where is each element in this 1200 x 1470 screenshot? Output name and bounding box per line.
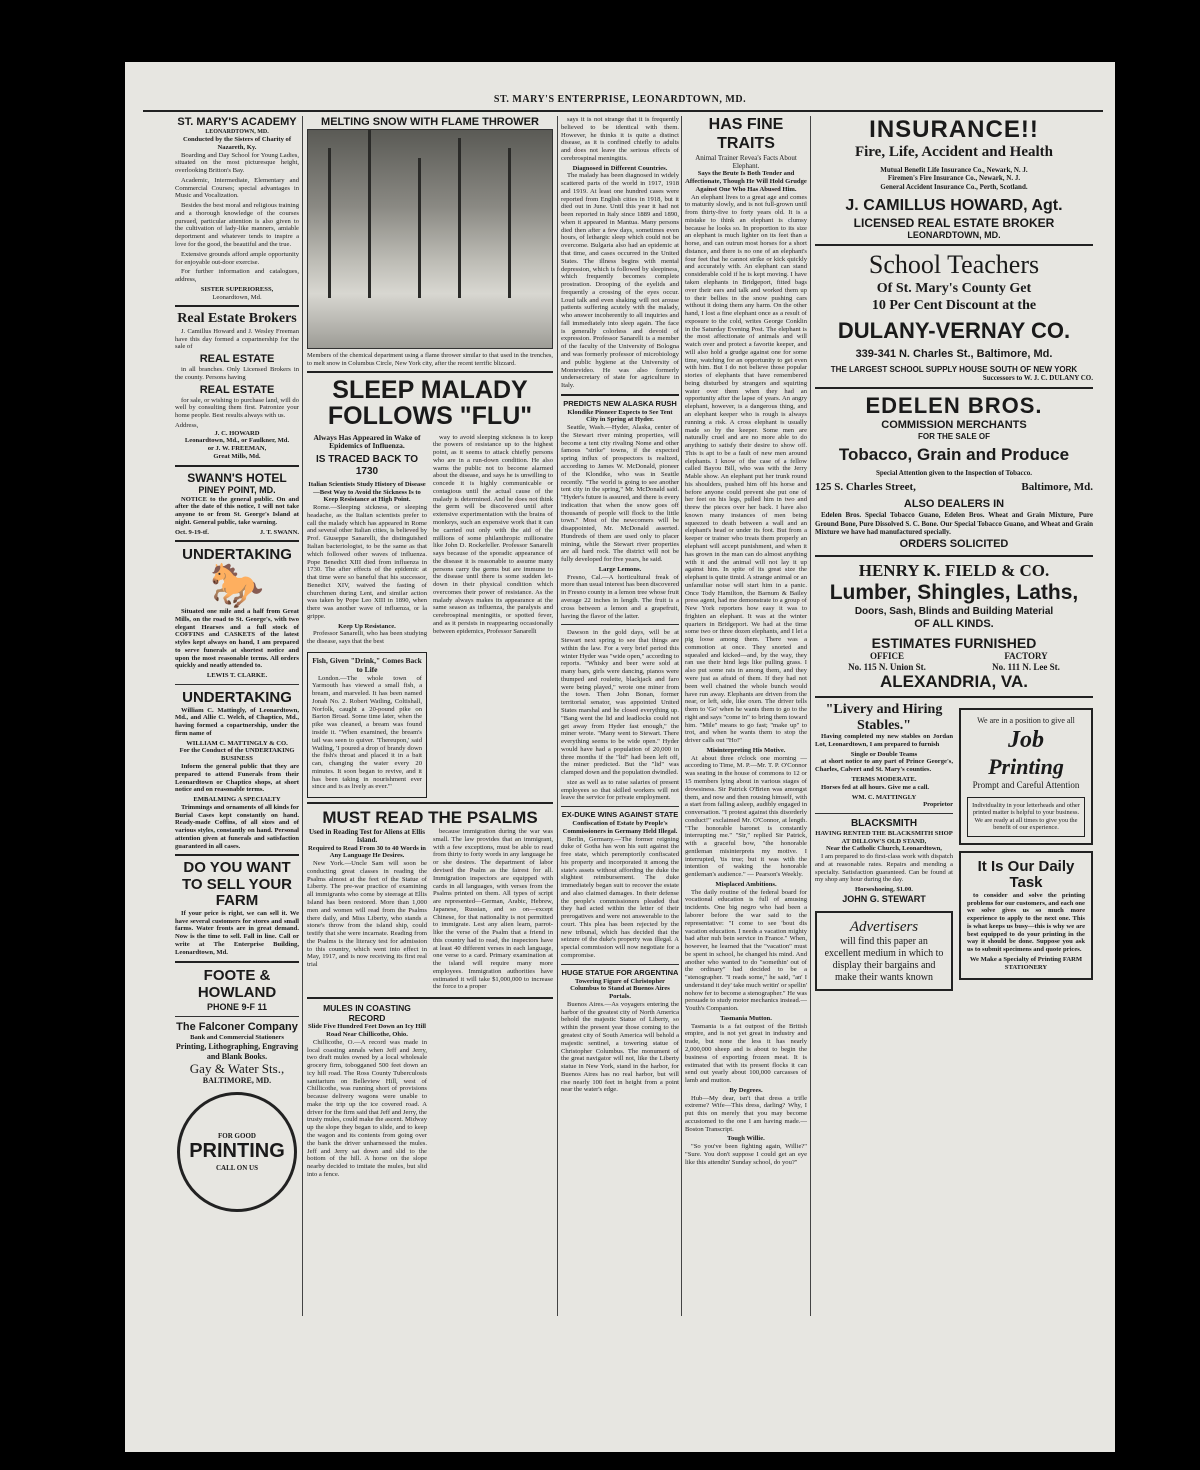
black-p2: I am prepared to do first-class work with dispatch and at reasonable rates. Repairs and mending a specialty. Satisfaction guaranteed. Can be found at my shop any hour during the day.: [815, 853, 953, 884]
realestate-p3: for sale, or wishing to purchase land, will do well by consulting them first. Patronize your home people. Best results always with us.: [175, 396, 299, 420]
mules-sub: Slide Five Hundred Feet Down an Icy Hill Road Near Chillicothe, Ohio.: [307, 1023, 427, 1039]
ins-title: INSURANCE!!: [869, 116, 1039, 143]
divider: [175, 854, 299, 856]
livery-p2: at short notice to any part of Prince George's, Charles, Calvert and St. Mary's counties.: [815, 758, 953, 774]
ins-agent: J. CAMILLUS HOWARD, Agt.: [845, 196, 1063, 214]
falconer-p: Bank and Commercial Stationers: [190, 1034, 284, 1042]
falconer-city: BALTIMORE, MD.: [202, 1076, 272, 1086]
undertaking-title: UNDERTAKING: [182, 546, 292, 564]
falconer-title: The Falconer Company: [176, 1021, 298, 1034]
school-l3: THE LARGEST SCHOOL SUPPLY HOUSE SOUTH OF NEW YORK: [830, 365, 1078, 375]
swann-title: SWANN'S HOTEL: [187, 470, 287, 485]
divider: [175, 540, 299, 542]
livery-title: "Livery and Hiring Stables.": [825, 702, 943, 733]
edelen-p: Edelen Bros. Special Tobacco Guano, Edelen Bros. Wheat and Grain Mixture, Pure Ground Bone, Pure Dissolved S. C. Bone. Our Special Tobacco Guano, and Wheat and Grain Mixture we have had manufactured specially.: [815, 511, 1093, 536]
ins-l1: Mutual Benefit Life Insurance Co., Newark, N. J.: [880, 166, 1028, 174]
field-office-addr: No. 115 N. Union St.: [848, 661, 926, 672]
realestate-p2: in all branches. Only Licensed Brokers in the county. Persons having: [175, 366, 299, 381]
field-factory: FACTORY: [1004, 651, 1048, 662]
sleep-p1: Rome.—Sleeping sickness, or sleeping headache, as the Italian scientists prefer to call the malady which has appeared in Rome and several other Italian cities, is believed by Prof. Giuseppe Sanarelli, the distinguished Italian bacteriologist, to be the same as that which followed other waves of influenza. Pope Benedict XIII died from influenza in 1730. The after effects of the epidemic at that time were so baneful that his successor, Benedict XIV, waived the fasting of churchmen during Lent, and similar action was taken by Pope Leo XIII in 1890, when there was another wave of influenza, or la grippe.: [307, 504, 427, 620]
mis-p: At about three o'clock one morning —according to Time, M. P.—Mr. T. P. O'Connor was seating in the house of commons to 12 or 15 members lying about in various stages of drowsiness. Sir Patrick O'Brien was amongst them, and now and then rousing himself, with a start from falling asleep, audibly engaged in conversation. "I protest against this disorderly conduct!" exclaimed Mr. O'Connor, at length. "The honorable baronet is constantly interrupting me." "Sir," replied Sir Patrick, with a graceful bow, "the honorable gentleman misinterprets my motive. I interrupted, 'tis true; but it was with the intention of waking the honorable gentleman's audience." — Pearson's Weekly.: [685, 754, 807, 879]
column-rule: [681, 116, 682, 1316]
statue-sub: Towering Figure of Christopher Columbus to Stand at Buenos Aires Portals.: [570, 977, 670, 1001]
edelen-sub: COMMISSION MERCHANTS: [881, 418, 1027, 431]
melting-title: MELTING SNOW WITH FLAME THROWER: [321, 116, 539, 128]
academy-p1: Boarding and Day School for Young Ladies, situated on the most picturesque height, overlooking Britton's Bay.: [175, 151, 299, 175]
realestate-n1: J. C. HOWARD: [214, 429, 260, 437]
realestate-addr: Address,: [175, 421, 199, 429]
divider: [815, 813, 953, 814]
tas-p: Tasmania is a fat outpost of the British empire, and is not yet great in industry and trade, but none the less it has nearly 2,000,000 sheep and is about to begin the business of exporting frozen meat. It is estimated that with its present flocks it can send out yearly about 100,000 carcasses of lamb and mutton.: [685, 1022, 807, 1085]
willie-p: "So you've been fighting again, Willie?" "Sure. You don't suppose I could get an eye like this attendin' Sunday school, do you?": [685, 1143, 807, 1166]
school-co: DULANY-VERNAY CO.: [837, 318, 1071, 344]
ins-l3: General Accident Insurance Co., Perth, Scotland.: [880, 182, 1028, 191]
printing-bot: CALL ON US: [215, 1163, 258, 1172]
school-addr: 339-341 N. Charles St., Baltimore, Md.: [855, 348, 1053, 361]
swann-place: PINEY POINT, MD.: [198, 484, 276, 495]
divider: [175, 961, 299, 963]
mules-p: Chillicothe, O.—A record was made in local coasting annals when Jeff and Jerry, two draft mules owned by a local wholesale grocery firm, tobogganed 500 feet down an icy hill road. The Ross County Tuberculosis sanitarium on Belleview Hill, west of Chillicothe, was running short of provisions because delivery wagons were unable to make the trip up the ice covered road. A driver for the firm said that Jeff and Jerry, the trusty mules, could make the ascent. Midway up the slope they began to slide, and to keep the wagon and its contents from going over the bank the driver unharnessed the mules. Jeff and Jerry sat down and slid to the bottom of the hill. A horse on the slope nearby decided to imitate the mules, but slid into a fence.: [307, 1038, 427, 1178]
realestate-title: Real Estate Brokers: [177, 311, 297, 327]
duke-p: Berlin, Germany.—The former reigning duke of Gotha has won his suit against the free state, which peremptorily confiscated his property and incorporated it among the state's assets without affording the duke the slightest reimbursement. The duke immediately began suit to recover the estate and also claimed damages. In their defense the people's commissioners pleaded that they had acted within the letter of their prerogatives and were not answerable to the court. This plea has been rejected by the new tribunal, which has decided that the seizure of the duke's property was illegal. A special commission will now negotiate for a compromise.: [561, 835, 679, 960]
printing-top: FOR GOOD: [218, 1131, 256, 1140]
embalming: EMBALMING A SPECIALTY: [193, 796, 281, 804]
falconer-addr: Gay & Water Sts.,: [189, 1061, 285, 1077]
divider: [561, 624, 679, 625]
divider: [307, 371, 553, 373]
undertaking-p: Situated one mile and a half from Great Mills, on the road to St. George's, with two elegant Hearses and a full stock of COFFINS and CASKETS of the latest styles kept always on hand, I am prepared to serve funerals at shortest notice and upon the most reasonable terms. All orders quickly and neatly attended to.: [175, 608, 299, 670]
livery-p: Having completed my new stables on Jordan Lot, Leonardtown, I am prepared to furnish: [815, 733, 953, 748]
divider: [815, 387, 1093, 389]
edelen-for: FOR THE SALE OF: [918, 431, 990, 441]
livery-sign: WM. C. MATTINGLY: [851, 793, 917, 801]
academy-sign: SISTER SUPERIORESS,: [200, 285, 274, 293]
school-l2: 10 Per Cent Discount at the: [871, 297, 1037, 313]
psalms-title: MUST READ THE PSALMS: [322, 808, 538, 828]
black-near: Near the Catholic Church, Leonardtown,: [826, 845, 942, 853]
traits-title: HAS FINE TRAITS: [708, 116, 784, 152]
divider: [561, 806, 679, 807]
field-sub2: Doors, Sash, Blinds and Building Material: [854, 605, 1054, 617]
divider: [561, 394, 679, 396]
daily-task-box: [959, 851, 1093, 980]
divider: [815, 244, 1093, 246]
sleep-title-2: FOLLOWS "FLU": [327, 402, 533, 431]
foote-phone: PHONE 9-F 11: [206, 1001, 268, 1012]
fish-title: Fish, Given "Drink," Comes Back to Life: [312, 655, 422, 674]
column-rule: [302, 116, 303, 1316]
daily-p: to consider and solve the printing problems for our customers, and each one we solve gives us so much more experience to apply to the next one. This is what keeps us busy—this is why we are best equipped to do your printing in the way it should be done. Suppose you ask us to submit specimens and quote prices.: [967, 891, 1085, 954]
edelen-title: EDELEN BROS.: [865, 392, 1043, 418]
livery-p3: Horses fed at all hours. Give me a call.: [821, 783, 930, 791]
misp-p: The daily routine of the federal board for vocational education is full of amusing incidents. One big negro who had been a laborer before the war said to the representative: "I come to see 'bout dis vacation education. I needs a vacation mighty bad after nuh bein service in France." When, however, he learned that the "vacation" must be spent in school, he changed his mind. And another who wanted to do "somethin' out of the ordinary" had decided to be a "stenographer. "I reads some," he said, "an' I understand it dey' take much writin' or spellin' nohow fer to become a stenographer." He was persuade to study motor mechanics instead.—Youth's Companion.: [685, 888, 807, 1013]
edelen-addr: 125 S. Charles Street,: [815, 481, 916, 494]
swann-date: Oct. 9-19-tf.: [175, 528, 209, 536]
statue-title: HUGE STATUE FOR ARGENTINA: [561, 967, 679, 977]
job-l1: We are in a position to give all: [977, 716, 1075, 726]
field-title: HENRY K. FIELD & CO.: [858, 561, 1050, 581]
edelen-spec: Special Attention given to the Inspection of Tobacco.: [876, 469, 1032, 478]
academy-place: LEONARDTOWN, MD.: [205, 128, 269, 135]
deg-h: By Degrees.: [729, 1086, 763, 1094]
sleep-h: Keep Up Resistance.: [338, 622, 396, 630]
school-l1: Of St. Mary's County Get: [876, 281, 1032, 297]
falconer-p2: Printing, Lithographing, Engraving and Blank Books.: [175, 1042, 299, 1061]
column-5: [815, 116, 1093, 1446]
divider: [815, 696, 1093, 698]
masthead: ST. MARY'S ENTERPRISE, LEONARDTOWN, MD.: [493, 94, 747, 105]
deg-p: Hub—My dear, isn't that dress a trifle extreme? Wife—This dress, darling? Why, I put this on merely that you may become accustomed to the one I am having made.—Boston Transcript.: [685, 1094, 807, 1133]
printing-ad: [177, 1092, 297, 1212]
undertaking2-p2: Inform the general public that they are prepared to attend Funerals from their Leonardtown or Chaptico shops, at short notice and on reasonable terms.: [175, 762, 299, 794]
rush-p: Seattle, Wash.—Hyder, Alaska, center of the Stewart river mining properties, will become a tent city rivaling Nome and other famous "strike" towns, if the expected spring influx of prospectors is realized, according to James W. McDonald, pioneer of the Klondike, who was in Seattle recently. "The world is going to see another tent city in the spring," Mr. McDonald said. "Hyder's future is assured, and there is every indication that when the snow goes off thousands of people will flock to the little town." Most of the newcomers will be disappointed, Mr. McDonald asserted. Hundreds of them are used only to placer mining, while the Stewart river properties are all hard rock. The district will not be fully developed for five years, he said.: [561, 424, 679, 564]
snow-photo: [307, 129, 553, 349]
divider: [175, 305, 299, 307]
undertaking-sign: LEWIS T. CLARKE.: [206, 672, 268, 680]
column-1: [175, 116, 299, 1446]
sleep-sub: Always Has Appeared in Wake of Epidemics of Influenza.: [313, 432, 421, 451]
livery-terms: TERMS MODERATE.: [851, 775, 917, 783]
divider: [561, 964, 679, 965]
school-title: School Teachers: [868, 250, 1040, 280]
job-l4: Prompt and Careful Attention: [972, 780, 1080, 791]
sleep-sub3: Italian Scientists Study History of Disease—Best Way to Avoid the Sickness Is to Keep Resistance at High Point.: [308, 480, 426, 504]
column-rule: [810, 116, 811, 1316]
sleep-cont: way to avoid sleeping sickness is to keep the powers of resistance up to the highest point, as it seems to attack chiefly persons who are in a run-down condition. He also warns the public not to become alarmed about the disease, and says he is unwilling to concede it is highly communicable or contagious until the actual cause of the malady is determined. And he does not think the germ will be discovered until after extensive experimentation with the brains of monkeys, such an expensive work that it can be carried out only with the aid of the millions of some philanthropic millionaire like John D. Rockefeller. Professor Sanarelli says because of the sporadic appearance of the disease it is reasonable to assume many persons carry the germs but are immune to the disease until there is some sudden let-down in their physical condition which overcomes their power of resistance. As the malady always makes its appearance at the same season as influenza, the paralysis and cerebrospinal meningitis, or spotted fever, and as it persists in reappearing occasionally between epidemics, Professor Sanarelli: [433, 433, 553, 635]
rush-sub: Klondike Pioneer Expects to See Tent City in Spring at Hyder.: [567, 408, 673, 424]
sleep-p2: Professor Sanarelli, who has been studying the disease, says that the best: [307, 630, 427, 646]
job-printing-box: [959, 708, 1093, 845]
livery-teams: Single or Double Teams: [850, 750, 918, 758]
ins-place: LEONARDTOWN, MD.: [907, 229, 1001, 240]
realestate-n1b: Leonardtown, Md., or Faulkner, Md.: [184, 437, 290, 445]
livery-prop: Proprietor: [923, 801, 953, 809]
divider: [175, 1016, 299, 1017]
column-3: [561, 116, 679, 1446]
statue-p: Buenos Aires.—As voyagers entering the harbor of the greatest city of North America behold the majestic Statue of Liberty, so within the present year those coming to the greatest city of South America will behold a majestic sentinel, a towering statue of Christopher Columbus. The monument of the great navigator will not, like the Liberty statue in New York, stand in the harbor, for Buenos Aires has no real harbor, but will rise nearly 100 feet in height from a point near the water's edge.: [561, 1000, 679, 1094]
duke-sub: Confiscation of Estate by People's Commissioners in Germany Held Illegal.: [562, 820, 678, 835]
ins-sub: Fire, Life, Accident and Health: [854, 144, 1054, 161]
mis-h: Misinterpreting His Motive.: [706, 746, 786, 754]
job-l3: Printing: [988, 754, 1064, 780]
psalms-cont: because immigration during the war was small. The law provides that an immigrant, with a few exceptions, must be able to read from thirty to forty words in any language he or she desires. The department of labor devised the Psalm as the fairest for all. Immigration inspectors are equipped with cards in all languages, with verses from the Psalms printed on them. All types of script are represented—German, Arabic, Hebrew, Japanese, Russian, and so on—except Chinese, for that nationality is not permitted to immigrate. Lest any alien learn, parrot-like the verse of the Psalm that a friend in this country had to read, the inspectors have at least 40 different verses in each language, one verse to a card. Primary examination at the island will require many more employees. Immigration authorities have estimated it will take $1,000,000 to increase the force to a proper: [433, 828, 553, 991]
rush-title: PREDICTS NEW ALASKA RUSH: [563, 398, 677, 408]
column-2: [307, 116, 553, 1446]
edelen-also: ALSO DEALERS IN: [903, 498, 1005, 511]
divider: [175, 465, 299, 467]
lemons-h: Large Lemons.: [598, 565, 642, 573]
edelen-city: Baltimore, Md.: [1021, 481, 1093, 494]
realestate-h1: REAL ESTATE: [199, 353, 275, 366]
black-shoe: Horseshoeing, $1.00.: [855, 886, 913, 894]
psalms-cont2: size as well as to raise salaries of present employees so that skilled workers will not leave the service for private employment.: [561, 778, 679, 802]
lid-p2: Dawson in the gold days, will be at Stewart next spring to see that things are within the law. For a very brief period this winter Hyder was "wide open," according to reports. "Whisky and beer were sold at many bars, girls were dancing, pianos were thumped and roulette, blackjack and faro were being played," wrote one miner from the town. Then John Bonan, former territorial senator, was appointed United States marshal and he closed everything up. "Bang went the lid and leadlocks could not get away from Hyder fast enough," the miner wrote. "Many went to Stewart. There everything seems to be wide open." Hyder would have had a population of 20,000 in three months if the "lid" had been left off, the miner predicted. But the "lid" was clamped down and the population dwindled.: [561, 629, 679, 777]
undertaking2-firm: WILLIAM C. MATTINGLY & CO.: [186, 739, 288, 747]
traits-p: An elephant lives to a great age and comes to maturity slowly, and is not full-grown until from thirty-five to forty years old. It is a mistake to think an elephant is clumsy because he looks so. In proportion to its size an elephant is much lighter on its feet than a horse, and can outrun most horses for a short distance, and there is no one of an elephant's four feet that he cannot strike or kick quickly and accurately with. An elephant can stand considerable cold if he is kept moving. I have taken elephants in Bridgeport, fitted bags over their ears and talk and worked them up to their bellies in the snow pushing cars without it doing them any harm. On the other hand, I lost a fine elephant once as a result of exposure to the cold, writes George Conklin in the Saturday Evening Post. The elephant is the most affectionate of animals and will watch over and protect a favorite keeper, and will also hold a grudge against one for some time, watching for an opportunity to get even with him. But I do not believe those popular stories of elephants that have remembered being disturbed by strangers and squirting water over them when they had an opportunity after the lapse of years. An angry elephant, however, is a dangerous thing, and an elephant keeper who is rough is always running a risk. A cross elephant is usually made so by the keeper. Some men are naturally cruel and are no more able to do anything to satisfy their desire to show off. This is apt to be a fault of new men around elephants. I know of the case of a fellow called Bayou Bill, who was with the Jerry Mable show. An elephant put her trunk round his shoulders, pushed him off his horse and before anyone could prevent she put one of her feet on his legs, pulled him in two and threw the pieces over her back. I have also known many instances of men being squeezed to death between a wall and an elephant's head or under its foot. But from a keeper or trainer who treats them properly an elephant will accept punishment, and when it has grown in the man can do almost anything with it and the animal will not lay it up against him. In spite of its great size the elephant is quite timid. A strange animal or an unfamiliar noise will start him in a panic. Once Tody Hamilton, the Barnum & Bailey press agent, had me demonstrate to a group of New York reporters how easy it was to frighten an elephant. It was at the winter quarters in Bridgeport. We had at the time some two or three dozen elephants, and I let a pig loose among them. There was a commotion at once. They snorted and squealed and kicked—and, by the way, they ran use their hind legs like pulling grass. I also put some rats in among them, and they were just as afraid of them. If they had not been well chained the whole bunch would have run away. Elephants are driven from the near, or left, side, like oxen. The driver tells them to 'Go' when he wants them to go to the right and says "come in" to bring them toward him. "Mile" means to go fast; "make up" to trot, and when he wants them to stop the driver calls out "Ho!": [685, 193, 807, 745]
hearse-illustration: 🐎: [209, 561, 265, 611]
ins-l2: Firemen's Fire Insurance Co., Newark, N. J.: [887, 174, 1021, 183]
school-l4: Successors to W. J. C. DULANY CO.: [982, 374, 1093, 383]
divider: [815, 555, 1093, 557]
embalming-p: Trimmings and ornaments of all kinds for Burial Cases kept constantly on hand. Ready-made Coffins, of all sizes and of various styles, constantly on hand. Personal attention given at funerals and satisfaction guaranteed in all cases.: [175, 803, 299, 850]
black-p: HAVING RENTED THE BLACKSMITH SHOP AT DILLOW'S OLD STAND,: [815, 829, 953, 845]
fish-box: [307, 652, 427, 798]
black-sign: JOHN G. STEWART: [842, 893, 926, 904]
field-est: ESTIMATES FURNISHED: [871, 634, 1037, 651]
divider: [175, 684, 299, 685]
realestate-h2: REAL ESTATE: [199, 383, 275, 396]
diag-p: The malady has been diagnosed in widely scattered parts of the world in 1917, 1918 and 1919. At least one hundred cases were reported from English cities in 1918, but it died out in June. Until this year it had not been reported in Italy since 1889 and 1890, when it appeared in Mantua. Many persons died then after a few days, sometimes even hours, of lethargic sleep which could not be overcome. Bulgaria also had an epidemic at that time, and cases occurred in the United States. The illness begins with mental depression, which is followed by sleepiness, which frequently becomes complete prostration. Drooping of the eyelids and frequently a crossing of the eyes occur. Loud talk and even shaking will not arouse patients suffering acutely with the malady, who answer incoherently to all inquiries and fall immediately into sleep again. The face is generally colorless and devoid of expression. Professor Sanarelli is a member of the faculty of the University of Bologna and was formerly professor of microbiology and public hygiene at the University of Montevideo. He was also formerly undersecretary of state for agriculture in Italy.: [561, 172, 679, 390]
academy-sign2: Leonardtown, Md.: [212, 293, 262, 301]
field-city: ALEXANDRIA, VA.: [880, 672, 1028, 692]
advertisers-box: [815, 911, 953, 992]
traits-sub2: Says the Brute Is Both Tender and Affectionate, Though He Will Hold Grudge Against One Who Has Abused Him.: [685, 170, 807, 193]
farm-title: DO YOU WANT TO SELL YOUR FARM: [181, 859, 293, 910]
job-p: Individuality in your letterheads and other printed matter is helpful to your business. We are ready at all times to give you the benefit of our experience.: [967, 797, 1085, 837]
academy-sub: Conducted by the Sisters of Charity of Nazareth, Ky.: [182, 136, 292, 151]
foote-title: FOOTE & HOWLAND: [197, 966, 277, 1002]
field-kinds: OF ALL KINDS.: [914, 617, 994, 630]
edelen-orders: ORDERS SOLICITED: [899, 538, 1009, 551]
undertaking2-title: UNDERTAKING: [182, 688, 292, 706]
field-factory-addr: No. 111 N. Lee St.: [992, 661, 1060, 672]
realestate-n2: or J. W. FREEMAN,: [207, 445, 267, 453]
academy-title: ST. MARY'S ACADEMY: [177, 116, 297, 128]
fish-p: London.—The whole town of Yarmouth has viewed a small fish, a bream, and marveled. It has been named Jonah No. 2. Robert Watling, Coltishall, Norfolk, caught a 20-pound pike on Barton Broad. Some time later, when the pike was cleaned, a bream was found inside it. "When examined, the bream's tail was seen to quiver. 'Thereupon,' said Watling, 'I poured a drop of brandy down the fish's throat and placed it in a bait can, changing the water every 20 minutes. It soon began to revive, and it has been taking in nourishment ever since and is as lively as ever.'": [312, 674, 422, 791]
psalms-sub: Used in Reading Test for Aliens at Ellis Island.: [309, 828, 425, 845]
realestate-p1: J. Camillus Howard and J. Wesley Freeman have this day formed a copartnership for the sale of: [175, 327, 299, 351]
swann-sign: J. T. SWANN.: [259, 528, 299, 536]
diag-h: Diagnosed in Different Countries.: [572, 164, 668, 172]
tas-h: Tasmania Mutton.: [720, 1014, 772, 1022]
realestate-n2b: Great Mills, Md.: [213, 453, 261, 460]
farm-p: If your price is right, we can sell it. We have several customers for stores and small farms. Water fronts are in great demand. Now is the time to sell. Fall in line. Call or write at The Enterprise Building, Leonardtown, Md.: [175, 909, 299, 956]
willie-h: Tough Willie.: [727, 1135, 765, 1143]
undertaking2-for: For the Conduct of the UNDERTAKING BUSINESS: [179, 747, 295, 763]
daily-p2: We Make a Specialty of Printing FARM STATIONERY: [969, 956, 1083, 971]
mules-title: MULES IN COASTING RECORD: [323, 1003, 411, 1024]
adv-l1: Advertisers: [849, 918, 919, 935]
ins-broker: LICENSED REAL ESTATE BROKER: [853, 215, 1055, 230]
edelen-tob: Tobacco, Grain and Produce: [838, 445, 1070, 465]
adv-l2: will find this paper an excellent medium in which to display their bargains and make their wants known: [824, 936, 944, 983]
traits-sub: Animal Trainer Revea's Facts About Elephant.: [695, 153, 797, 170]
top-cont: says it is not strange that it is frequently believed to be identical with them. However, he thinks it is quite a distinct disease, as it is confined chiefly to adults and does not leave the serious effects of cerebrospinal meningitis.: [561, 116, 679, 162]
melting-caption: Members of the chemical department using a flame thrower similar to that used in the trenches, to melt snow in Columbus Circle, New York city, after the recent terrific blizzard.: [307, 351, 553, 367]
field-sub: Lumber, Shingles, Laths,: [829, 581, 1079, 605]
printing-mid: PRINTING: [189, 1140, 285, 1163]
academy-p4: Extensive grounds afford ample opportunity for enjoyable out-door exercise.: [175, 250, 299, 266]
column-rule: [557, 116, 558, 1316]
undertaking2-p: William C. Mattingly, of Leonardtown, Md., and Allie C. Welch, of Chaptico, Md., having formed a copartnership, under the firm name of: [175, 706, 299, 737]
lemons-p: Fresno, Cal.—A horticultural freak of more than usual interest has been discovered in Fresno county in a lemon tree whose fruit average 22 inches in length. The fruit is a cross between a lemon and a grapefruit, having the flavor of the latter.: [561, 573, 679, 620]
column-4: [685, 116, 807, 1446]
black-title: BLACKSMITH: [850, 818, 918, 830]
academy-p5: For further information and catalogues, address,: [175, 268, 299, 284]
misp-h: Misplaced Ambitions.: [715, 880, 777, 888]
masthead-rule: [143, 110, 1103, 112]
psalms-p: New York.—Uncle Sam will soon be conducting great classes in reading the Psalms almost at the feet of the Statue of Liberty. The pre-war practice of examining all immigrants who come by steerage at Ellis Island has been restored. More than 1,000 men and women will read from the Psalms there daily, and Miss Liberty, who stands a stone's throw from the island ship, could testify that she were incarnate. Reading from the Psalms is the literacy test for admission to this country, which went into effect in May, 1917, and is now receiving its first real trial: [307, 860, 427, 969]
daily-title: It Is Our Daily Task: [977, 857, 1075, 892]
divider: [307, 997, 553, 999]
sleep-title-1: SLEEP MALADY: [332, 376, 528, 405]
duke-title: EX-DUKE WINS AGAINST STATE: [561, 810, 679, 820]
swann-p: NOTICE to the general public. On and after the date of this notice, I will not take anyone to or from St. George's Island at night. General public, take warning.: [175, 495, 299, 526]
psalms-sub2: Required to Read From 30 to 40 Words in Any Language He Desires.: [308, 844, 426, 860]
sleep-sub2: IS TRACED BACK TO 1730: [315, 454, 419, 478]
academy-p3: Besides the best moral and religious training and a thorough knowledge of the courses pursued, particular attention is also given to the cultivation of lady-like manners, amiable deportment and whatever tends to inspire a love for the good, the beautiful and the true.: [175, 202, 299, 248]
newspaper-page: [125, 62, 1115, 1452]
academy-p2: Academic, Intermediate, Elementary and Commercial Courses; special advantages in Music and Vocalization.: [175, 176, 299, 200]
field-office: OFFICE: [869, 651, 904, 662]
divider: [307, 802, 553, 804]
job-l2: Job: [1008, 726, 1044, 753]
